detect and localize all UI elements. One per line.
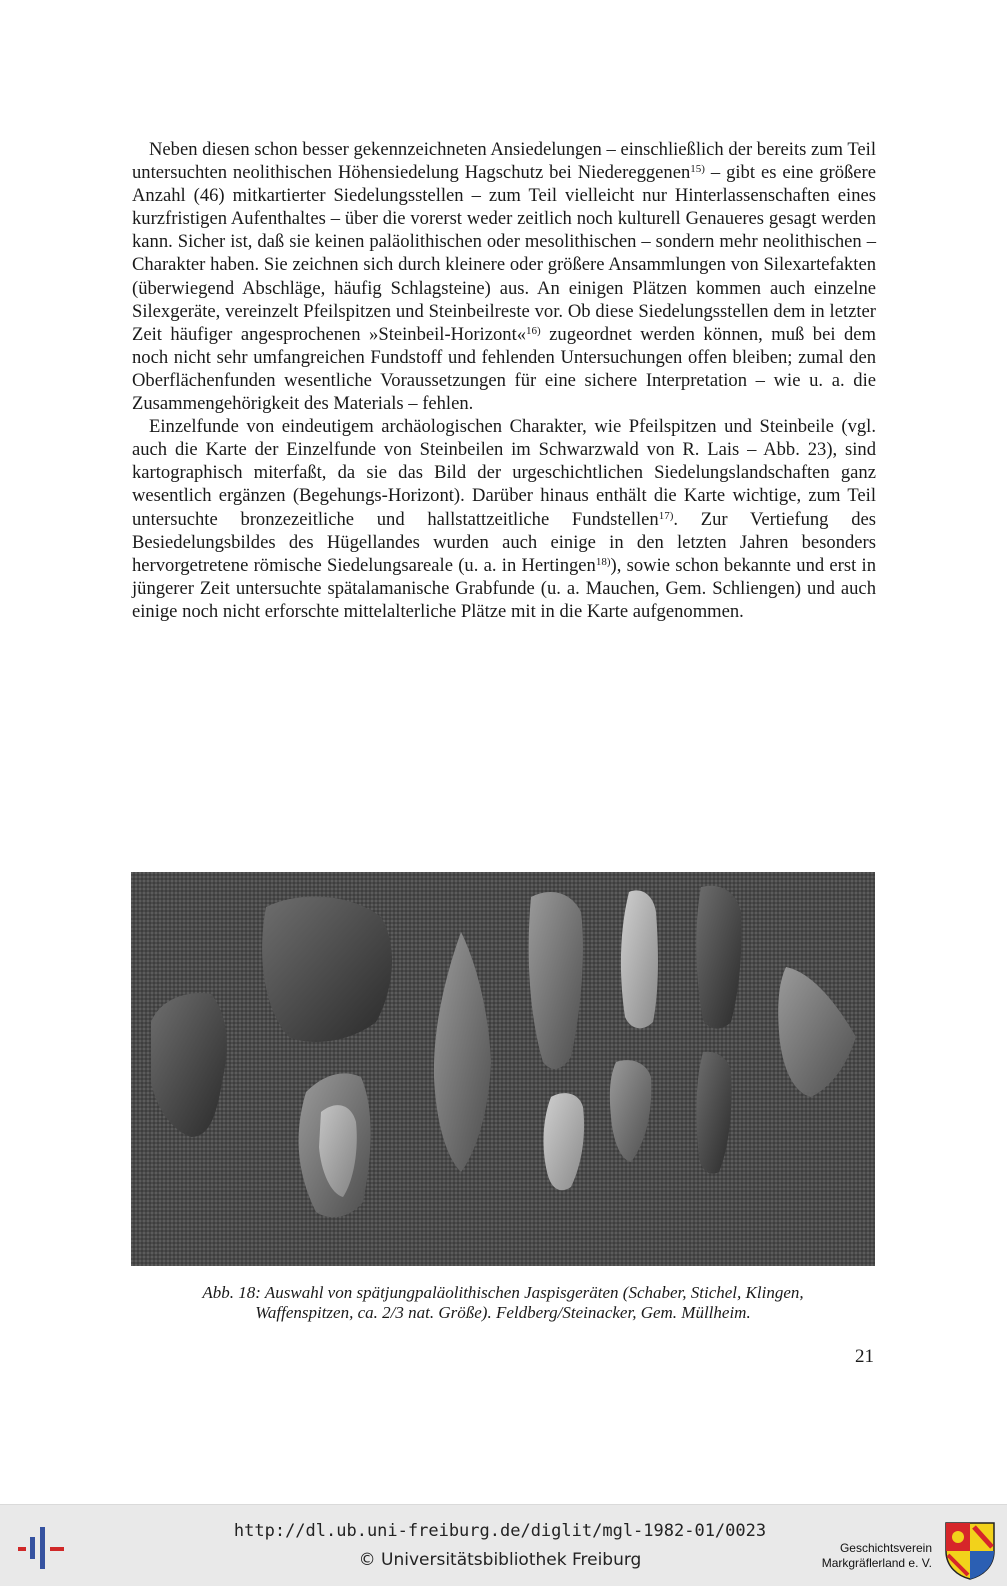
- footnote-ref-17: 17): [658, 509, 674, 522]
- paragraph-2: [132, 415, 876, 623]
- paragraph-2-text-a: Einzelfunde von eindeutigem archäologischen Charakter, wie Pfeilspitzen und Steinbeile (vgl. auch die Karte der Einzelfunde von Steinbeilen im Schwarzwald von R. Lais – Abb. 23), sind kartographisch miterfaßt, da sie das Bild der urgeschichtlichen Siedelungslandschaften ganz wesentlich ergänzen (Begehungs-Horizont). Darüber hinaus enthält die Karte wichtige, zum Teil untersuchte bronzezeitliche und hallstattzeitliche Fundstellen: [132, 416, 876, 530]
- caption-line-1: Abb. 18: Auswahl von spätjungpaläolithischen Jaspisgeräten (Schaber, Stichel, Klingen,: [202, 1283, 804, 1302]
- artifact-photo: [131, 872, 875, 1266]
- footnote-ref-15: 15): [690, 163, 705, 176]
- paragraph-1-text-b: – gibt es eine größere Anzahl (46) mitkartierter Siedelungsstellen – zum Teil vielleicht nur Hinterlassenschaften eines kurzfristigen Aufenthaltes – über die vorerst weder zeitlich noch kulturell Genaueres gesagt werden kann. Sicher ist, daß sie keinen paläolithischen oder mesolithischen – sondern mehr neolithischen – Charakter haben. Sie zeichnen sich durch kleinere oder größere Ansammlungen von Silexartefakten (überwiegend Abschläge, häufig Schlagsteine) aus. An einigen Plätzen kommen auch einzelne Silexgeräte, vereinzelt Pfeilspitzen und Steinbeilreste vor. Ob diese Siedelungsstellen dem in letzter Zeit häufiger angesprochenen »Steinbeil-Horizont«: [132, 162, 877, 345]
- paragraph-1: [132, 138, 876, 415]
- body-text: [132, 138, 876, 623]
- society-line-1: Geschichtsverein: [839, 1541, 932, 1555]
- society-line-2: Markgräflerland e. V.: [821, 1556, 932, 1570]
- paragraph-1-text-c: zugeordnet werden können, muß bei dem noch nicht sehr umfangreichen Fundstoff und fehlenden Untersuchungen offen bleiben; zumal den Oberflächenfunden wesentliche Voraussetzungen für eine sichere Interpretation – wie u. a. die Zusammengehörigkeit des Materials – fehlen.: [132, 323, 876, 415]
- footnote-ref-18: 18): [595, 555, 611, 568]
- document-url[interactable]: http://dl.ub.uni-freiburg.de/diglit/mgl-1982-01/0023: [233, 1521, 767, 1541]
- paragraph-2-text-b: . Zur Vertiefung des Besiedelungsbildes des Hügellandes wurden auch einige in den letzten Jahren besonders hervorgetretene römische Siedelungsareale (u. a. in Hertingen: [132, 508, 876, 576]
- footnote-ref-16: 16): [526, 324, 541, 337]
- footer-text: [200, 1517, 800, 1575]
- caption-line-2: Waffenspitzen, ca. 2/3 nat. Größe). Feldberg/Steinacker, Gem. Müllheim.: [255, 1303, 751, 1322]
- paragraph-2-text-c: ), sowie schon bekannte und erst in jüngerer Zeit untersuchte spätalamanische Grabfunde (u. a. Mauchen, Gem. Schliengen) und auch einige noch nicht erforschte mittelalterliche Plätze mit in die Karte aufgenommen.: [132, 554, 876, 622]
- coat-of-arms-icon: [944, 1521, 996, 1581]
- page-number: 21: [855, 1346, 874, 1367]
- copyright-text: © Universitätsbibliothek Freiburg: [358, 1550, 642, 1570]
- paragraph-1-text-a: Neben diesen schon besser gekennzeichneten Ansiedelungen – einschließlich der bereits zum Teil untersuchten neolithischen Höhensiedelung Hagschutz bei Niedereggenen: [132, 139, 876, 184]
- society-name: [812, 1541, 932, 1571]
- library-logo-icon: [18, 1525, 66, 1571]
- figure-caption: [131, 1283, 875, 1323]
- footer-bar: [0, 1504, 1007, 1586]
